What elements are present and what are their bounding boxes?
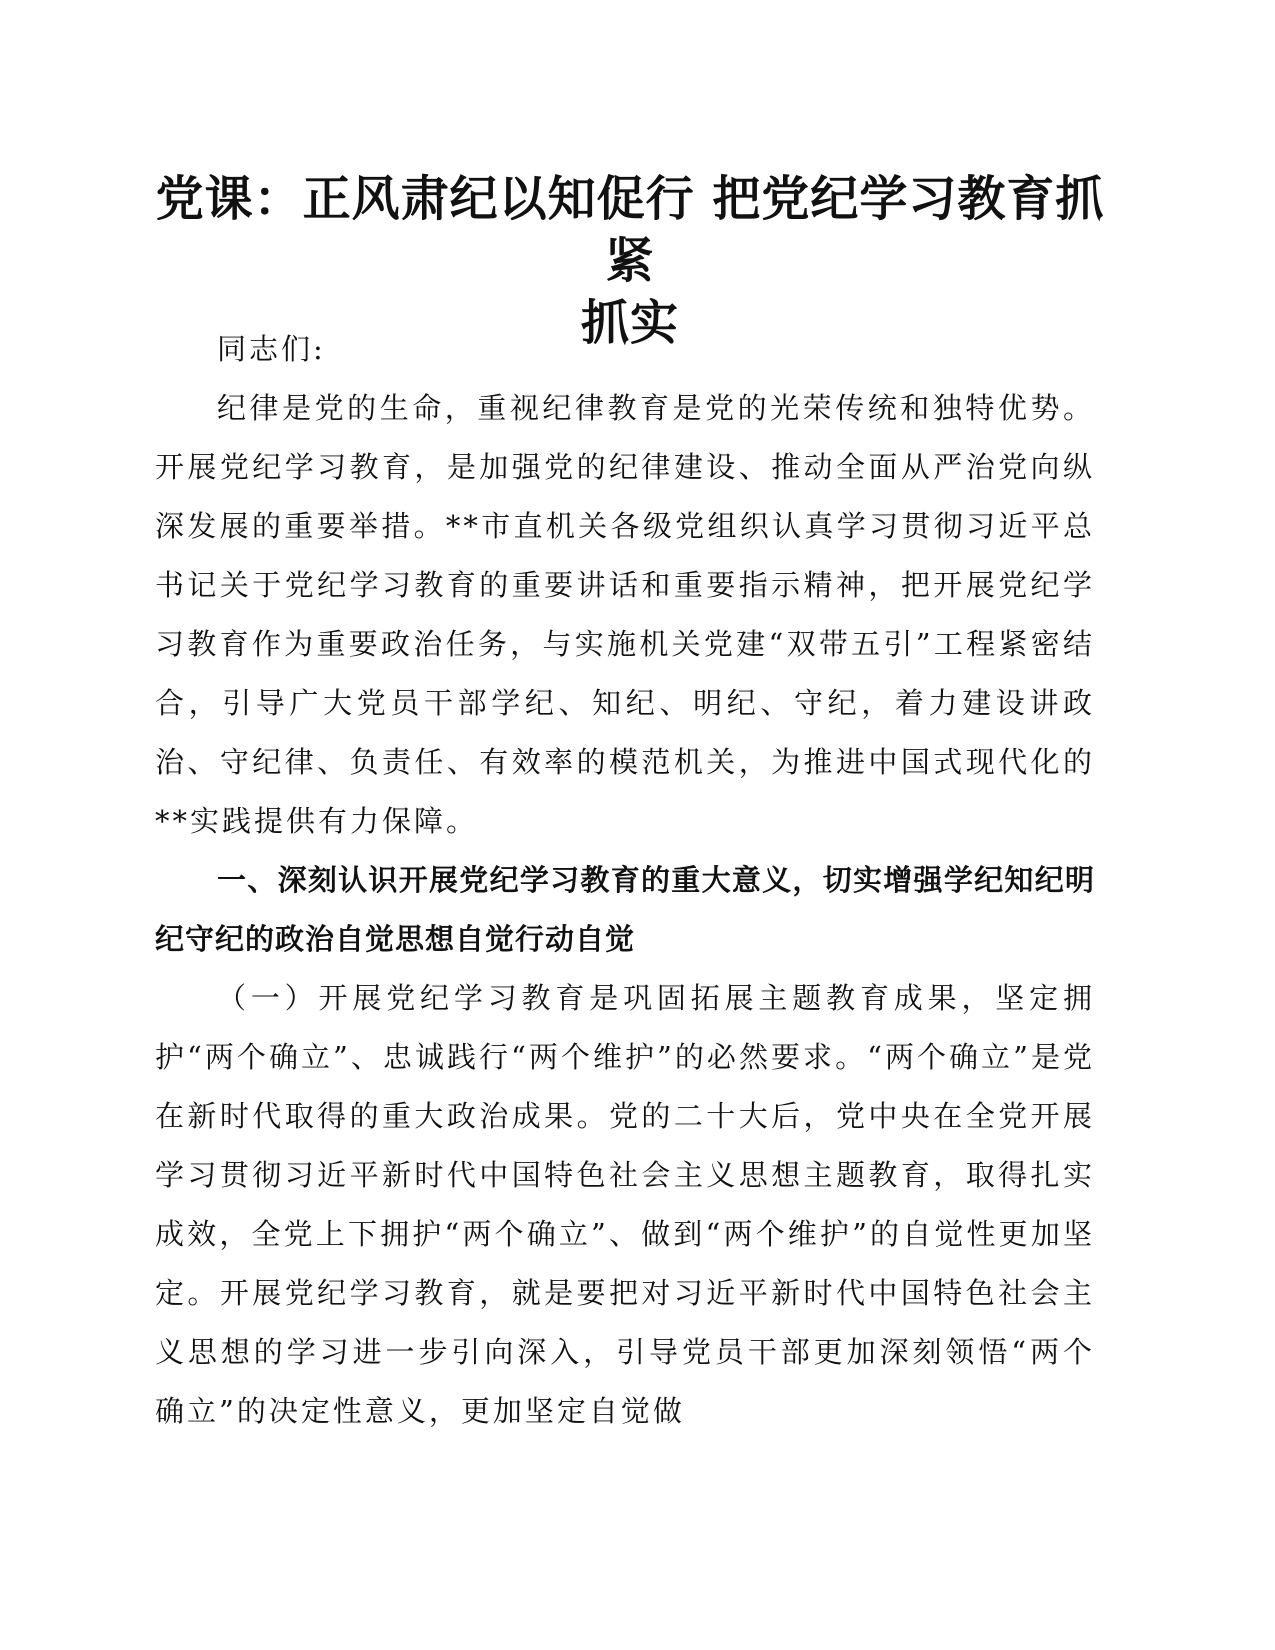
intro-paragraph: 纪律是党的生命，重视纪律教育是党的光荣传统和独特优势。开展党纪学习教育，是加强党的纪律建设、推动全面从严治党向纵深发展的重要举措。**市直机关各级党组织认真学习贯彻习近平总书记关于党纪学习教育的重要讲话和重要指示精神，把开展党纪学习教育作为重要政治任务，与实施机关党建“双带五引”工程紧密结合，引导广大党员干部学纪、知纪、明纪、守纪，着力建设讲政治、守纪律、负责任、有效率的模范机关，为推进中国式现代化的**实践提供有力保障。 <box>155 391 1095 838</box>
title-line-1: 党课：正风肃纪以知促行 把党纪学习教育抓紧 <box>155 171 1105 289</box>
title-line-2: 抓实 <box>580 295 679 351</box>
section-1-heading: 一、深刻认识开展党纪学习教育的重大意义，切实增强学纪知纪明纪守纪的政治自觉思想自觉行动自觉 <box>155 863 1095 956</box>
subsection-1-paragraph: （一）开展党纪学习教育是巩固拓展主题教育成果，坚定拥护“两个确立”、忠诚践行“两个维护”的必然要求。“两个确立”是党在新时代取得的重大政治成果。党的二十大后，党中央在全党开展学习贯彻习近平新时代中国特色社会主义思想主题教育，取得扎实成效，全党上下拥护“两个确立”、做到“两个维护”的自觉性更加坚定。开展党纪学习教育，就是要把对习近平新时代中国特色社会主义思想的学习进一步引向深入，引导党员干部更加深刻领悟“两个确立”的决定性意义，更加坚定自觉做 <box>155 981 1095 1428</box>
salutation: 同志们: <box>217 332 326 366</box>
document-body <box>155 320 1095 1441</box>
